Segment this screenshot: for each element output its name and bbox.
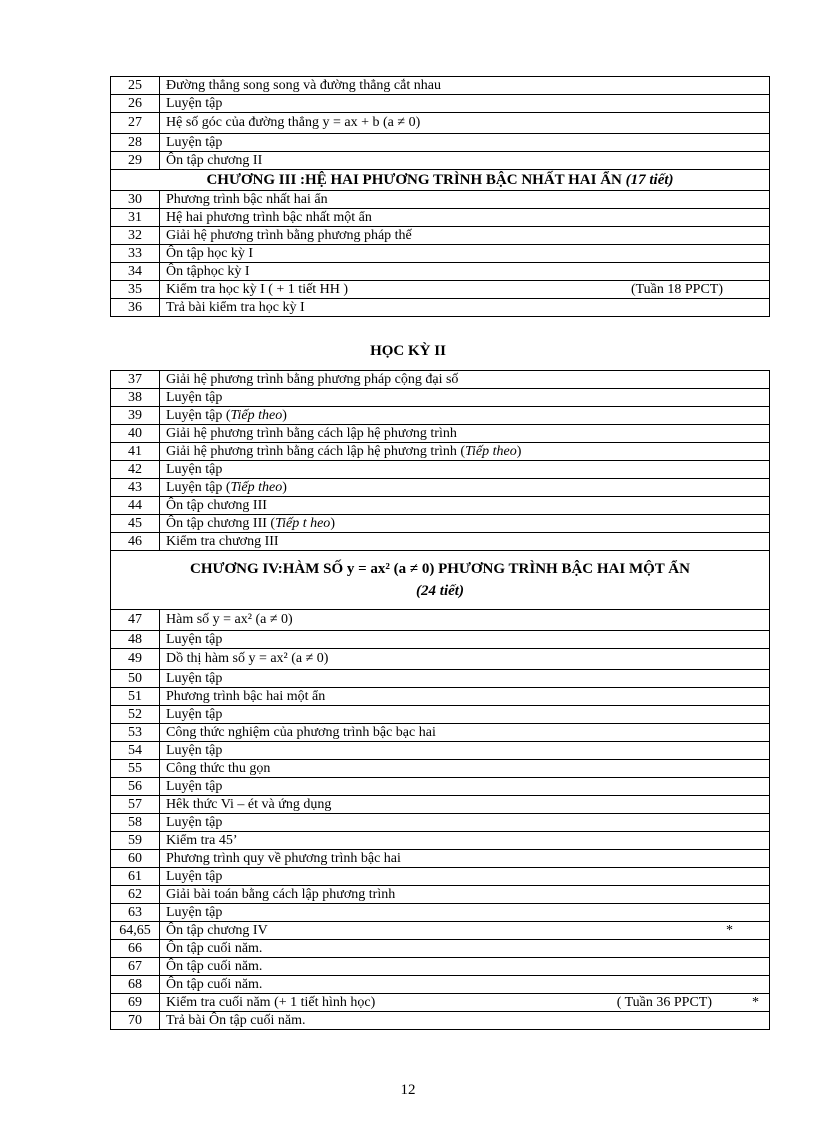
lesson-title: Luyện tập [160,134,770,152]
lesson-number: 36 [111,299,160,317]
lesson-title: Luyện tập [160,389,770,407]
chapter-4-heading [111,551,770,610]
continued-label: Tiếp theo [465,444,517,459]
table-row [111,299,770,317]
table-row [111,95,770,113]
lesson-number: 52 [111,706,160,724]
lesson-number: 57 [111,796,160,814]
table-row [111,371,770,389]
table-row [111,706,770,724]
chapter-heading-row [111,170,770,191]
table-row [111,152,770,170]
lesson-title: Hêk thức Vi – ét và ứng dụng [160,796,770,814]
lesson-title: Luyện tập [160,814,770,832]
table-row [111,796,770,814]
table-row [111,134,770,152]
lesson-number: 41 [111,443,160,461]
continued-label: Tiếp theo [230,408,283,423]
lesson-title: Dồ thị hàm số y = ax² (a ≠ 0) [160,649,770,670]
lesson-number: 54 [111,742,160,760]
page-number: 12 [400,1082,416,1098]
chapter-heading-row [111,551,770,610]
table-row [111,994,770,1012]
lesson-number: 35 [111,281,160,299]
table-row [111,425,770,443]
table-row [111,610,770,631]
lesson-title: Ôn tập chương II [160,152,770,170]
lesson-number: 39 [111,407,160,425]
table-row [111,922,770,940]
table-row [111,227,770,245]
lesson-number: 28 [111,134,160,152]
lesson-title: Giải hệ phương trình bằng phương pháp thế [160,227,770,245]
lesson-title: Trả bài Ôn tập cuối năm. [160,1012,770,1030]
lesson-title: Ôn tập cuối năm. [160,976,770,994]
lesson-number: 49 [111,649,160,670]
table-row [111,958,770,976]
lesson-number: 66 [111,940,160,958]
lesson-title-cell [160,407,770,425]
lesson-title: Luyện tập [160,868,770,886]
chapter-4-title: CHƯƠNG IV:HÀM SỐ y = ax² (a ≠ 0) PHƯƠNG TRÌNH BẬC HAI MỘT ẨN [190,561,690,577]
lesson-title: Ôn tập học kỳ I [160,245,770,263]
table-row [111,113,770,134]
lesson-number: 48 [111,631,160,649]
table-row [111,760,770,778]
lesson-title-cell [160,281,770,299]
lesson-number: 62 [111,886,160,904]
lesson-title: Giải hệ phương trình bằng phương pháp cộng đại số [160,371,770,389]
rows-top [111,77,770,317]
continued-label: Tiếp t heo [275,516,331,531]
table-row [111,263,770,281]
lesson-number: 27 [111,113,160,134]
table-row [111,850,770,868]
table-row [111,515,770,533]
table-row [111,724,770,742]
table-row [111,209,770,227]
table-row [111,904,770,922]
table-row [111,886,770,904]
lesson-title: Hàm số y = ax² (a ≠ 0) [160,610,770,631]
table-row [111,533,770,551]
chapter-3-heading [111,170,770,191]
lesson-number: 61 [111,868,160,886]
table-row [111,814,770,832]
lesson-title: Luyện tập ( [166,408,231,423]
rows-semester2 [111,371,770,1030]
lesson-number: 34 [111,263,160,281]
lesson-title-cell [160,443,770,461]
lesson-title: Phương trình bậc hai một ẩn [160,688,770,706]
table-row [111,742,770,760]
table-row [111,631,770,649]
table-row [111,832,770,850]
lesson-number: 55 [111,760,160,778]
schedule-table-semester2 [110,370,770,1030]
lesson-title: Luyện tập [160,706,770,724]
lesson-title: Ôn tập cuối năm. [160,940,770,958]
asterisk-mark: * [726,923,733,938]
lesson-title: Luyện tập [160,742,770,760]
table-row [111,461,770,479]
lesson-number: 60 [111,850,160,868]
lesson-number: 67 [111,958,160,976]
paren-close: ) [330,516,335,531]
lesson-title: Trả bài kiểm tra học kỳ I [160,299,770,317]
lesson-title: Luyện tập [160,631,770,649]
lesson-number: 58 [111,814,160,832]
lesson-number: 25 [111,77,160,95]
asterisk-mark: * [752,995,759,1010]
lesson-title: Luyện tập [160,670,770,688]
table-row [111,868,770,886]
lesson-title: Luyện tập [160,778,770,796]
lesson-number: 47 [111,610,160,631]
lesson-title: Giải hệ phương trình bằng cách lập hệ phương trình [160,425,770,443]
table-row [111,497,770,515]
lesson-title: Ôn tập chương III [160,497,770,515]
lesson-title: Hệ hai phương trình bậc nhất một ẩn [160,209,770,227]
lesson-title: Công thức nghiệm của phương trình bậc bạc hai [160,724,770,742]
lesson-number: 51 [111,688,160,706]
lesson-title: Ôn tập chương IV [166,923,268,938]
lesson-number: 59 [111,832,160,850]
week-note: ( Tuần 36 PPCT) [616,995,712,1010]
chapter-3-title: CHƯƠNG III :HỆ HAI PHƯƠNG TRÌNH BẬC NHẤT HAI ẨN [206,172,622,188]
table-row [111,389,770,407]
lesson-title: Giải bài toán bằng cách lập phương trình [160,886,770,904]
chapter-3-periods: (17 tiết) [625,172,674,188]
lesson-number: 44 [111,497,160,515]
lesson-number: 38 [111,389,160,407]
table-row [111,688,770,706]
lesson-title: Kiểm tra cuối năm (+ 1 tiết hình học) [166,995,376,1010]
chapter-4-periods: (24 tiết) [416,583,464,599]
lesson-title: Hệ số góc của đường thẳng y = ax + b (a ≠ 0) [160,113,770,134]
paren-close: ) [282,480,287,495]
lesson-title: Kiểm tra học kỳ I ( + 1 tiết HH ) [166,282,349,297]
lesson-title: Ôn tậphọc kỳ I [160,263,770,281]
table-row [111,940,770,958]
lesson-title-cell [160,994,770,1012]
lesson-title: Luyện tập [160,461,770,479]
lesson-number: 30 [111,191,160,209]
lesson-number: 43 [111,479,160,497]
lesson-title: Luyện tập ( [166,480,231,495]
lesson-title: Kiểm tra chương III [160,533,770,551]
lesson-number: 70 [111,1012,160,1030]
schedule-table-semester1 [110,76,770,317]
lesson-number: 56 [111,778,160,796]
table-row [111,77,770,95]
lesson-title-cell [160,922,770,940]
table-row [111,976,770,994]
lesson-number: 53 [111,724,160,742]
lesson-number: 42 [111,461,160,479]
table-row [111,479,770,497]
lesson-number: 37 [111,371,160,389]
table-row [111,245,770,263]
table-row [111,1012,770,1030]
lesson-number: 64,65 [111,922,160,940]
lesson-number: 68 [111,976,160,994]
paren-close: ) [282,408,287,423]
lesson-title: Công thức thu gọn [160,760,770,778]
table-row [111,778,770,796]
table-row [111,191,770,209]
lesson-number: 31 [111,209,160,227]
table-row [111,649,770,670]
lesson-number: 26 [111,95,160,113]
lesson-number: 63 [111,904,160,922]
lesson-title: Luyện tập [160,904,770,922]
table-row [111,407,770,425]
lesson-title: Phương trình bậc nhất hai ẩn [160,191,770,209]
lesson-title: Đường thẳng song song và đường thẳng cắt nhau [160,77,770,95]
lesson-number: 50 [111,670,160,688]
lesson-number: 69 [111,994,160,1012]
table-row [111,281,770,299]
lesson-number: 40 [111,425,160,443]
lesson-number: 32 [111,227,160,245]
week-note: (Tuần 18 PPCT) [630,282,723,297]
lesson-title: Phương trình quy về phương trình bậc hai [160,850,770,868]
lesson-number: 29 [111,152,160,170]
lesson-title-cell [160,515,770,533]
paren-close: ) [516,444,522,459]
lesson-title: Kiểm tra 45’ [160,832,770,850]
lesson-title: Ôn tập cuối năm. [160,958,770,976]
table-row [111,443,770,461]
lesson-number: 33 [111,245,160,263]
lesson-title: Ôn tập chương III ( [166,516,276,531]
lesson-number: 46 [111,533,160,551]
lesson-title: Luyện tập [160,95,770,113]
lesson-title: Giải hệ phương trình bằng cách lập hệ phương trình ( [166,444,466,459]
semester-2-heading: HỌC KỲ II [370,343,446,359]
table-row [111,670,770,688]
lesson-number: 45 [111,515,160,533]
lesson-title-cell [160,479,770,497]
continued-label: Tiếp theo [230,480,283,495]
